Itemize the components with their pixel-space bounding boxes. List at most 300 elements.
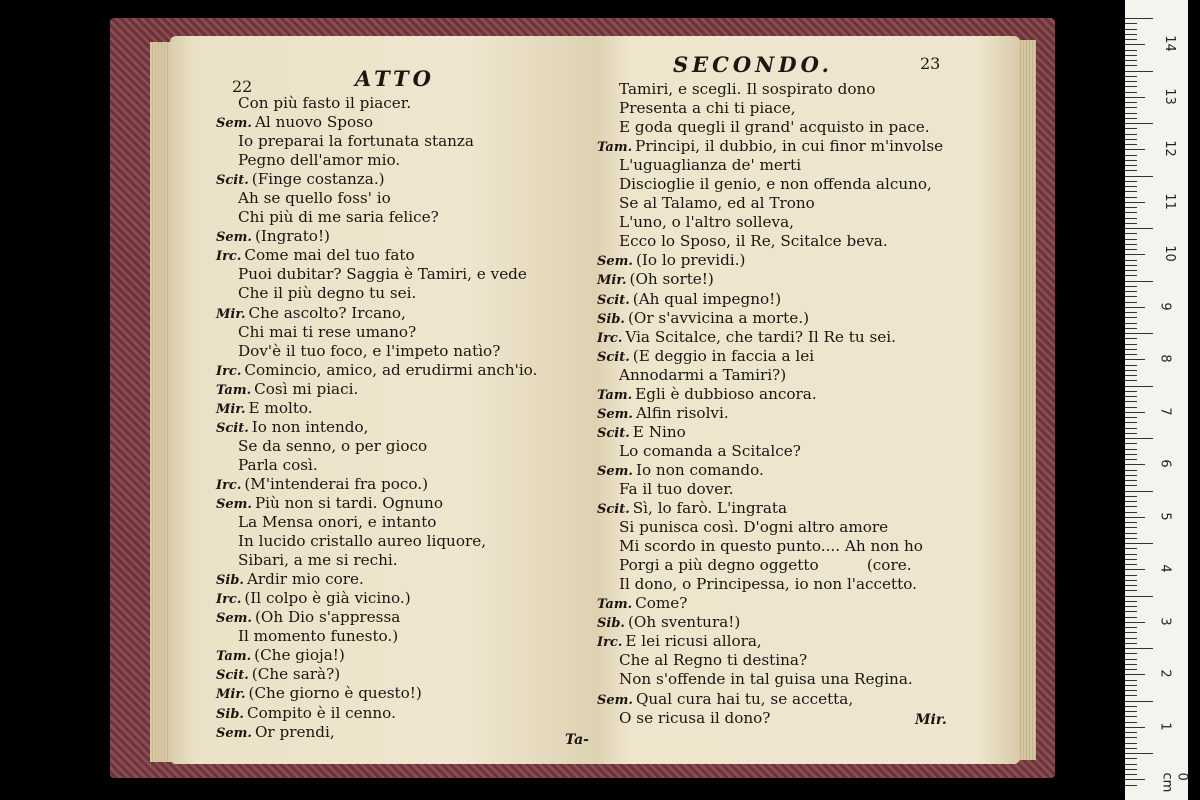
ruler-tick bbox=[1125, 454, 1137, 455]
ruler-tick bbox=[1125, 449, 1137, 450]
text-line bbox=[216, 342, 537, 361]
ruler-tick bbox=[1125, 480, 1137, 481]
text-line bbox=[216, 189, 537, 208]
text-line bbox=[216, 513, 537, 532]
text-line bbox=[216, 665, 537, 684]
ruler-tick bbox=[1125, 674, 1145, 675]
page-edges-left bbox=[150, 42, 172, 762]
ruler-tick bbox=[1125, 81, 1137, 82]
ruler-tick bbox=[1125, 564, 1137, 565]
ruler-tick bbox=[1125, 596, 1153, 597]
text-line bbox=[597, 442, 943, 461]
ruler-tick bbox=[1125, 716, 1137, 717]
ruler-number: 9 bbox=[1157, 301, 1173, 311]
text-line bbox=[597, 328, 943, 347]
ruler-tick bbox=[1125, 102, 1137, 103]
verse-text: Via Scitalce, che tardi? Il Re tu sei. bbox=[625, 327, 896, 346]
speaker-label: Tam. bbox=[597, 140, 633, 156]
speaker-label: Sem. bbox=[216, 496, 252, 512]
ruler-tick bbox=[1125, 134, 1137, 135]
ruler-tick bbox=[1125, 758, 1137, 759]
verse-text: Con più fasto il piacer. bbox=[238, 94, 412, 112]
ruler-tick bbox=[1125, 396, 1137, 397]
speaker-label: Mir. bbox=[216, 401, 246, 417]
ruler-tick bbox=[1125, 354, 1137, 355]
text-line bbox=[216, 361, 537, 380]
ruler-tick bbox=[1125, 617, 1137, 618]
verse-text: E lei ricusi allora, bbox=[625, 632, 762, 651]
verse-text: (Io lo previdi.) bbox=[635, 251, 746, 270]
ruler-tick bbox=[1125, 92, 1137, 93]
speaker-label: Sem. bbox=[597, 406, 633, 422]
ruler-tick bbox=[1125, 438, 1153, 439]
ruler-tick bbox=[1125, 344, 1137, 345]
ruler-tick bbox=[1125, 459, 1137, 460]
ruler-tick bbox=[1125, 643, 1137, 644]
speaker-label: Tam. bbox=[597, 597, 633, 613]
text-line bbox=[216, 627, 537, 646]
ruler-tick bbox=[1125, 275, 1137, 276]
verse-text: Compito è il cenno. bbox=[246, 703, 396, 722]
text-line bbox=[216, 684, 537, 703]
text-line bbox=[597, 690, 943, 709]
verse-text: (Ah qual impegno!) bbox=[632, 289, 782, 308]
speaker-label: Sem. bbox=[597, 463, 633, 479]
ruler-tick bbox=[1125, 653, 1137, 654]
left-running-head: ATTO bbox=[355, 66, 435, 91]
verse-text: (Oh sventura!) bbox=[627, 613, 741, 632]
ruler-tick bbox=[1125, 286, 1137, 287]
ruler-tick bbox=[1125, 223, 1137, 224]
verse-text: L'uguaglianza de' merti bbox=[619, 156, 802, 175]
speaker-label: Irc. bbox=[597, 635, 623, 651]
speaker-label: Tam. bbox=[597, 387, 633, 403]
text-line bbox=[597, 575, 943, 594]
verse-text: Fa il tuo dover. bbox=[619, 479, 734, 498]
ruler-tick bbox=[1125, 569, 1145, 570]
text-line bbox=[216, 570, 537, 589]
verse-text: Come? bbox=[635, 594, 688, 613]
verse-text: Chi più di me saria felice? bbox=[238, 208, 439, 227]
ruler-tick bbox=[1125, 506, 1137, 507]
text-line bbox=[216, 399, 537, 418]
ruler-tick bbox=[1125, 207, 1137, 208]
ruler-tick bbox=[1125, 212, 1137, 213]
ruler-tick bbox=[1125, 380, 1137, 381]
ruler-tick bbox=[1125, 559, 1137, 560]
text-line bbox=[216, 208, 537, 227]
verse-text: E molto. bbox=[248, 398, 313, 417]
ruler-tick bbox=[1125, 265, 1137, 266]
verse-text: Discioglie il genio, e non offenda alcuno, bbox=[619, 175, 932, 194]
ruler-tick bbox=[1125, 543, 1153, 544]
text-line bbox=[216, 532, 537, 551]
ruler-tick bbox=[1125, 627, 1137, 628]
speaker-label: Tam. bbox=[216, 382, 252, 398]
text-line bbox=[597, 499, 943, 518]
ruler-tick bbox=[1125, 186, 1137, 187]
page-edges-right bbox=[1018, 40, 1036, 760]
ruler-tick bbox=[1125, 139, 1137, 140]
ruler-tick bbox=[1125, 160, 1137, 161]
speaker-label: Sem. bbox=[216, 230, 252, 246]
right-page-text bbox=[597, 80, 943, 728]
text-line bbox=[597, 632, 943, 651]
ruler-number: 8 bbox=[1157, 354, 1173, 363]
speaker-label: Sem. bbox=[216, 611, 252, 627]
ruler-tick bbox=[1125, 517, 1145, 518]
text-line bbox=[597, 461, 943, 480]
speaker-label: Scit. bbox=[597, 292, 630, 308]
text-line bbox=[597, 480, 943, 499]
ruler-tick bbox=[1125, 333, 1153, 334]
ruler-tick bbox=[1125, 60, 1137, 61]
ruler-tick bbox=[1125, 233, 1137, 234]
verse-text: Più non si tardi. Ognuno bbox=[254, 493, 443, 512]
speaker-label: Irc. bbox=[216, 363, 242, 379]
text-line bbox=[216, 151, 537, 170]
ruler-tick bbox=[1125, 774, 1137, 775]
text-line bbox=[216, 304, 537, 323]
verse-text: Lo comanda a Scitalce? bbox=[619, 441, 801, 460]
text-line bbox=[597, 385, 943, 404]
verse-text: Comincio, amico, ad erudirmi anch'io. bbox=[244, 360, 538, 379]
speaker-label: Scit. bbox=[597, 502, 630, 518]
ruler-tick bbox=[1125, 86, 1137, 87]
ruler-tick bbox=[1125, 176, 1153, 177]
ruler-tick bbox=[1125, 191, 1137, 192]
ruler-tick bbox=[1125, 737, 1137, 738]
ruler-tick bbox=[1125, 155, 1137, 156]
text-line bbox=[216, 704, 537, 723]
speaker-label: Irc. bbox=[216, 249, 242, 265]
verse-text: Porgi a più degno oggetto (core. bbox=[619, 556, 912, 575]
verse-text: (Il colpo è già vicino.) bbox=[244, 589, 411, 608]
verse-text: E goda quegli il grand' acquisto in pace. bbox=[619, 118, 930, 137]
verse-text: (Oh Dio s'appressa bbox=[254, 608, 401, 627]
ruler-tick bbox=[1125, 443, 1137, 444]
speaker-label: Sem. bbox=[597, 692, 633, 708]
verse-text: (Che sarà?) bbox=[251, 665, 341, 684]
verse-text: Presenta a chi ti piace, bbox=[619, 99, 796, 118]
speaker-label: Sem. bbox=[597, 254, 633, 270]
ruler-number: 12 bbox=[1161, 140, 1177, 157]
verse-text: (Or s'avvicina a morte.) bbox=[627, 308, 810, 327]
ruler-tick bbox=[1125, 606, 1137, 607]
verse-text: Come mai del tuo fato bbox=[244, 246, 415, 265]
ruler-tick bbox=[1125, 170, 1137, 171]
ruler-tick bbox=[1125, 281, 1153, 282]
text-line bbox=[216, 589, 537, 608]
ruler-tick bbox=[1125, 475, 1137, 476]
verse-text: O se ricusa il dono? bbox=[619, 708, 771, 727]
text-line bbox=[216, 723, 537, 742]
right-catchword: Mir. bbox=[915, 712, 947, 728]
ruler-tick bbox=[1125, 407, 1137, 408]
ruler-tick bbox=[1125, 711, 1137, 712]
text-line bbox=[597, 118, 943, 137]
text-line bbox=[216, 170, 537, 189]
text-line bbox=[597, 194, 943, 213]
ruler-tick bbox=[1125, 113, 1137, 114]
verse-text: Ecco lo Sposo, il Re, Scitalce beva. bbox=[619, 232, 888, 251]
verse-text: Pegno dell'amor mio. bbox=[238, 151, 401, 170]
verse-text: Principi, il dubbio, in cui finor m'involse bbox=[635, 137, 944, 156]
ruler-tick bbox=[1125, 128, 1137, 129]
ruler-tick bbox=[1125, 228, 1153, 229]
ruler-tick bbox=[1125, 165, 1137, 166]
speaker-label: Sib. bbox=[597, 311, 625, 327]
ruler-tick bbox=[1125, 422, 1137, 423]
ruler-tick bbox=[1125, 648, 1153, 649]
ruler-tick bbox=[1125, 23, 1137, 24]
ruler-tick bbox=[1125, 753, 1153, 754]
ruler-tick bbox=[1125, 580, 1137, 581]
speaker-label: Scit. bbox=[216, 420, 249, 436]
ruler-tick bbox=[1125, 764, 1137, 765]
ruler-tick bbox=[1125, 349, 1137, 350]
verse-text: Tamiri, e scegli. Il sospirato dono bbox=[619, 80, 876, 98]
ruler-tick bbox=[1125, 706, 1137, 707]
text-line bbox=[216, 494, 537, 513]
verse-text: Io preparai la fortunata stanza bbox=[238, 132, 474, 151]
speaker-label: Sib. bbox=[216, 573, 244, 589]
ruler-tick bbox=[1125, 391, 1137, 392]
ruler-tick bbox=[1125, 433, 1137, 434]
text-line bbox=[216, 380, 537, 399]
verse-text: Sì, lo farò. L'ingrata bbox=[632, 499, 788, 518]
ruler-tick bbox=[1125, 554, 1137, 555]
ruler-tick bbox=[1125, 575, 1137, 576]
speaker-label: Mir. bbox=[597, 273, 627, 289]
ruler-tick bbox=[1125, 501, 1137, 502]
ruler-tick bbox=[1125, 386, 1153, 387]
ruler-tick bbox=[1125, 632, 1137, 633]
text-line bbox=[216, 227, 537, 246]
ruler-number: 1 bbox=[1157, 721, 1173, 731]
ruler-tick bbox=[1125, 622, 1145, 623]
verse-text: Mi scordo in questo punto.... Ah non ho bbox=[619, 537, 923, 556]
ruler-tick bbox=[1125, 701, 1153, 702]
ruler-tick bbox=[1125, 732, 1137, 733]
ruler-tick bbox=[1125, 695, 1137, 696]
text-line bbox=[216, 246, 537, 265]
ruler-tick bbox=[1125, 50, 1137, 51]
right-page-number: 23 bbox=[920, 54, 941, 73]
verse-text: Ah se quello foss' io bbox=[238, 189, 391, 208]
right-running-head: SECONDO. bbox=[673, 52, 833, 77]
text-line bbox=[597, 709, 943, 728]
text-line bbox=[597, 99, 943, 118]
right-page bbox=[595, 36, 1020, 764]
verse-text: Parla così. bbox=[238, 455, 318, 474]
ruler-tick bbox=[1125, 249, 1137, 250]
ruler-tick bbox=[1125, 664, 1137, 665]
ruler-tick bbox=[1125, 533, 1137, 534]
text-line bbox=[597, 156, 943, 175]
speaker-label: Scit. bbox=[597, 425, 630, 441]
text-line bbox=[597, 556, 943, 575]
ruler-tick bbox=[1125, 669, 1137, 670]
ruler-number: 3 bbox=[1157, 616, 1173, 626]
verse-text: (Oh sorte!) bbox=[629, 270, 714, 289]
verse-text: Puoi dubitar? Saggia è Tamiri, e vede bbox=[238, 265, 527, 284]
speaker-label: Irc. bbox=[597, 330, 623, 346]
ruler-tick bbox=[1125, 118, 1137, 119]
verse-text: (M'intenderai fra poco.) bbox=[244, 474, 429, 493]
text-line bbox=[216, 646, 537, 665]
ruler-tick bbox=[1125, 375, 1137, 376]
verse-text: Che il più degno tu sei. bbox=[238, 284, 417, 303]
ruler-tick bbox=[1125, 522, 1137, 523]
verse-text: La Mensa onori, e intanto bbox=[238, 513, 437, 532]
verse-text: (Ingrato!) bbox=[254, 227, 330, 246]
verse-text: Al nuovo Sposo bbox=[254, 113, 374, 132]
ruler-tick bbox=[1125, 428, 1137, 429]
text-line bbox=[597, 537, 943, 556]
text-line bbox=[216, 284, 537, 303]
ruler-tick bbox=[1125, 123, 1153, 124]
ruler-tick bbox=[1125, 548, 1137, 549]
text-line bbox=[597, 613, 943, 632]
ruler-tick bbox=[1125, 690, 1137, 691]
verse-text: Annodarmi a Tamiri?) bbox=[619, 365, 787, 384]
ruler-tick bbox=[1125, 39, 1137, 40]
speaker-label: Irc. bbox=[216, 592, 242, 608]
verse-text: Se da senno, o per gioco bbox=[238, 436, 428, 455]
verse-text: Se al Talamo, ed al Trono bbox=[619, 194, 815, 213]
ruler-tick bbox=[1125, 417, 1137, 418]
text-line bbox=[597, 137, 943, 156]
speaker-label: Scit. bbox=[216, 173, 249, 189]
ruler-tick bbox=[1125, 365, 1137, 366]
text-line bbox=[216, 323, 537, 342]
ruler-number: 7 bbox=[1157, 406, 1173, 416]
ruler-tick bbox=[1125, 239, 1137, 240]
left-page-number: 22 bbox=[232, 77, 253, 96]
ruler-tick bbox=[1125, 76, 1137, 77]
text-line bbox=[597, 651, 943, 670]
ruler-tick bbox=[1125, 44, 1145, 45]
text-line bbox=[597, 251, 943, 270]
verse-text: Il dono, o Principessa, io non l'accetto. bbox=[619, 575, 917, 594]
ruler-tick bbox=[1125, 370, 1137, 371]
ruler-tick bbox=[1125, 260, 1137, 261]
text-line bbox=[597, 232, 943, 251]
text-line bbox=[216, 437, 537, 456]
ruler-tick bbox=[1125, 65, 1137, 66]
text-line bbox=[216, 608, 537, 627]
ruler-tick bbox=[1125, 312, 1137, 313]
ruler-tick bbox=[1125, 779, 1145, 780]
ruler-tick bbox=[1125, 512, 1137, 513]
ruler-number: 10 bbox=[1161, 245, 1177, 262]
ruler-tick bbox=[1125, 538, 1137, 539]
text-line bbox=[216, 456, 537, 475]
ruler-tick bbox=[1125, 307, 1145, 308]
ruler-tick bbox=[1125, 202, 1145, 203]
ruler-tick bbox=[1125, 359, 1145, 360]
verse-text: Io non comando. bbox=[635, 460, 764, 479]
verse-text: Ardir mio core. bbox=[246, 570, 364, 589]
ruler-number: 14 bbox=[1161, 35, 1177, 52]
speaker-label: Sib. bbox=[216, 706, 244, 722]
text-line bbox=[597, 518, 943, 537]
verse-text: Dov'è il tuo foco, e l'impeto natìo? bbox=[238, 341, 501, 360]
ruler-tick bbox=[1125, 107, 1137, 108]
ruler-tick bbox=[1125, 601, 1137, 602]
ruler-tick bbox=[1125, 144, 1137, 145]
text-line bbox=[216, 475, 537, 494]
verse-text: Or prendi, bbox=[254, 722, 335, 741]
speaker-label: Sem. bbox=[216, 725, 252, 741]
text-line bbox=[597, 366, 943, 385]
text-line bbox=[597, 594, 943, 613]
speaker-label: Tam. bbox=[216, 649, 252, 665]
verse-text: Si punisca così. D'ogni altro amore bbox=[619, 518, 889, 537]
text-line bbox=[597, 423, 943, 442]
text-line bbox=[597, 670, 943, 689]
text-line bbox=[597, 213, 943, 232]
ruler-tick bbox=[1125, 181, 1137, 182]
text-line bbox=[597, 270, 943, 289]
verse-text: E Nino bbox=[632, 422, 686, 441]
verse-text: (E deggio in faccia a lei bbox=[632, 346, 815, 365]
ruler-tick bbox=[1125, 748, 1137, 749]
ruler-number: 6 bbox=[1157, 459, 1173, 468]
ruler-tick bbox=[1125, 55, 1137, 56]
ruler-tick bbox=[1125, 485, 1137, 486]
verse-text: Il momento funesto.) bbox=[238, 627, 399, 646]
ruler-number: 4 bbox=[1157, 564, 1173, 573]
verse-text: Che al Regno ti destina? bbox=[619, 651, 808, 670]
verse-text: Qual cura hai tu, se accetta, bbox=[635, 689, 854, 708]
speaker-label: Mir. bbox=[216, 306, 246, 322]
ruler-tick bbox=[1125, 769, 1137, 770]
verse-text: Così mi piaci. bbox=[254, 379, 359, 398]
ruler-tick bbox=[1125, 496, 1137, 497]
text-line bbox=[216, 418, 537, 437]
verse-text: (Che gioja!) bbox=[254, 646, 345, 665]
verse-text: (Finge costanza.) bbox=[251, 170, 385, 189]
ruler-tick bbox=[1125, 291, 1137, 292]
text-line bbox=[216, 94, 537, 113]
ruler-tick bbox=[1125, 317, 1137, 318]
ruler-tick bbox=[1125, 412, 1145, 413]
verse-text: Alfin risolvi. bbox=[635, 403, 729, 422]
verse-text: Chi mai ti rese umano? bbox=[238, 322, 417, 341]
ruler-tick bbox=[1125, 401, 1137, 402]
ruler-tick bbox=[1125, 338, 1137, 339]
verse-text: Sibari, a me si rechi. bbox=[238, 551, 398, 570]
ruler-tick bbox=[1125, 685, 1137, 686]
ruler-tick bbox=[1125, 296, 1137, 297]
verse-text: L'uno, o l'altro solleva, bbox=[619, 213, 794, 232]
ruler-tick bbox=[1125, 197, 1137, 198]
ruler-number: 0 cm bbox=[1159, 772, 1190, 793]
ruler-tick bbox=[1125, 218, 1137, 219]
text-line bbox=[597, 347, 943, 366]
ruler-number: 13 bbox=[1161, 87, 1177, 105]
ruler-tick bbox=[1125, 323, 1137, 324]
measurement-ruler bbox=[1125, 0, 1188, 800]
ruler-tick bbox=[1125, 743, 1137, 744]
verse-text: Che ascolto? Ircano, bbox=[248, 303, 406, 322]
ruler-tick bbox=[1125, 590, 1137, 591]
text-line bbox=[597, 309, 943, 328]
speaker-label: Scit. bbox=[216, 668, 249, 684]
ruler-tick bbox=[1125, 34, 1137, 35]
